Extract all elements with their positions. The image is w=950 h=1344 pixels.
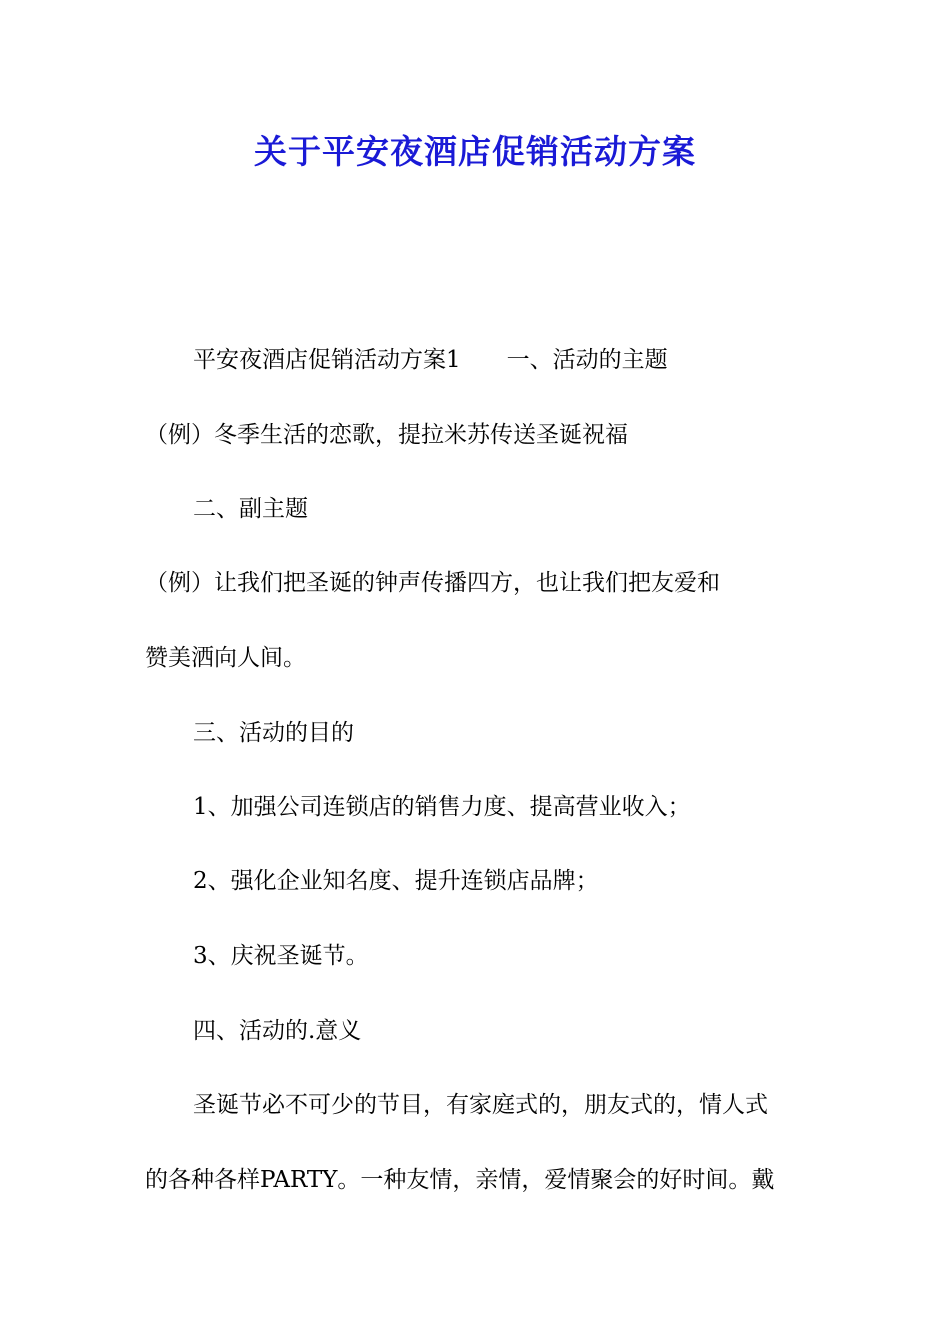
list-item-1: 1、加强公司连锁店的销售力度、提高营业收入； xyxy=(193,794,691,820)
paragraph-3: （例）让我们把圣诞的钟声传播四方，也让我们把友爱和 xyxy=(145,570,720,596)
heading-purpose: 三、活动的目的 xyxy=(193,720,354,746)
paragraph-2: （例）冬季生活的恋歌，提拉米苏传送圣诞祝福 xyxy=(145,422,628,448)
paragraph-meaning: 圣诞节必不可少的节目，有家庭式的，朋友式的，情人式 xyxy=(193,1092,768,1118)
document-title: 关于平安夜酒店促销活动方案 xyxy=(254,132,696,171)
list-item-2: 2、强化企业知名度、提升连锁店品牌； xyxy=(193,868,599,894)
paragraph-3-continuation: 赞美洒向人间。 xyxy=(145,645,306,671)
heading-subtitle: 二、副主题 xyxy=(193,496,308,522)
heading-meaning: 四、活动的.意义 xyxy=(193,1018,362,1044)
paragraph-1: 平安夜酒店促销活动方案1 一、活动的主题 xyxy=(193,347,668,373)
paragraph-meaning-continuation: 的各种各样PARTY。一种友情，亲情，爱情聚会的好时间。戴 xyxy=(145,1167,775,1193)
list-item-3: 3、庆祝圣诞节。 xyxy=(193,943,369,969)
